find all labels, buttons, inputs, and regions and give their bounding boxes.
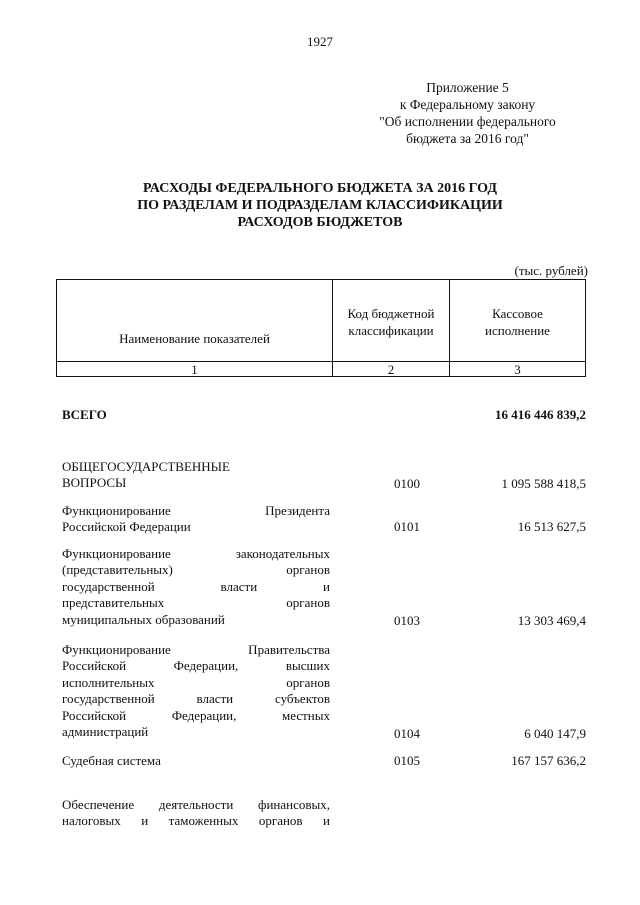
label-line: Судебная система: [62, 753, 161, 768]
row-amount: 16 416 446 839,2: [495, 407, 586, 422]
header-col-code: [333, 305, 449, 339]
header-col-amount: [450, 305, 585, 339]
title-line: ПО РАЗДЕЛАМ И ПОДРАЗДЕЛАМ КЛАССИФИКАЦИИ: [137, 198, 503, 213]
appendix-line: к Федеральному закону: [399, 97, 536, 112]
row-label: [62, 753, 330, 769]
title-line: РАСХОДЫ ФЕДЕРАЛЬНОГО БЮДЖЕТА ЗА 2016 ГОД: [143, 181, 497, 196]
label-line: администраций: [62, 724, 149, 740]
row-label: [62, 459, 330, 492]
row-amount: 6 040 147,9: [524, 726, 586, 741]
row-code: 0105: [394, 753, 420, 768]
table-header: [56, 279, 586, 377]
label-line: государственной власти и: [62, 578, 330, 594]
row-code: 0100: [394, 476, 420, 491]
appendix-line: бюджета за 2016 год": [406, 131, 529, 146]
row-label: [62, 546, 330, 628]
label-line: ОБЩЕГОСУДАРСТВЕННЫЕ: [62, 459, 230, 474]
label-line: Российской Федерации, местных: [62, 707, 330, 723]
label-line: исполнительных органов: [62, 674, 330, 690]
column-number: 1: [191, 362, 198, 377]
label-line: Функционирование Президента: [62, 503, 330, 518]
header-col-name: Наименование показателей: [119, 331, 270, 346]
row-amount: 16 513 627,5: [517, 519, 586, 534]
header-text: Код бюджетной: [347, 306, 435, 321]
label-line: представительных органов: [62, 595, 330, 611]
header-text: Кассовое: [492, 306, 543, 321]
appendix-note: [360, 79, 575, 147]
row-code: 0104: [394, 726, 420, 741]
row-label: [62, 642, 330, 740]
row-amount: 167 157 636,2: [511, 753, 586, 768]
document-title: [0, 180, 640, 231]
appendix-line: Приложение 5: [426, 80, 509, 95]
label-line: Функционирование законодательных: [62, 546, 330, 561]
row-label: [62, 503, 330, 536]
label-line: ВОПРОСЫ: [62, 475, 127, 491]
label-line: муниципальных образований: [62, 611, 225, 627]
label-line: Российской Федерации, высших: [62, 658, 330, 674]
page-number: 1927: [307, 34, 333, 49]
row-label: ВСЕГО: [62, 407, 107, 422]
label-line: налоговых и таможенных органов и: [62, 813, 330, 829]
header-text: классификации: [348, 323, 434, 338]
row-code: 0103: [394, 613, 420, 628]
label-line: Российской Федерации: [62, 519, 191, 535]
row-label: [62, 797, 330, 830]
label-line: государственной власти субъектов: [62, 691, 330, 707]
label-line: Обеспечение деятельности финансовых,: [62, 797, 330, 812]
row-amount: 13 303 469,4: [517, 613, 586, 628]
appendix-line: "Об исполнении федерального: [379, 114, 556, 129]
column-number: 2: [387, 362, 395, 377]
row-amount: 1 095 588 418,5: [501, 476, 586, 491]
row-code: 0101: [394, 519, 420, 534]
title-line: РАСХОДОВ БЮДЖЕТОВ: [237, 215, 403, 230]
label-line: (представительных) органов: [62, 562, 330, 578]
label-line: Функционирование Правительства: [62, 642, 330, 657]
units-label: (тыс. рублей): [514, 263, 588, 278]
column-number: 3: [514, 362, 521, 377]
header-text: исполнение: [485, 323, 550, 338]
